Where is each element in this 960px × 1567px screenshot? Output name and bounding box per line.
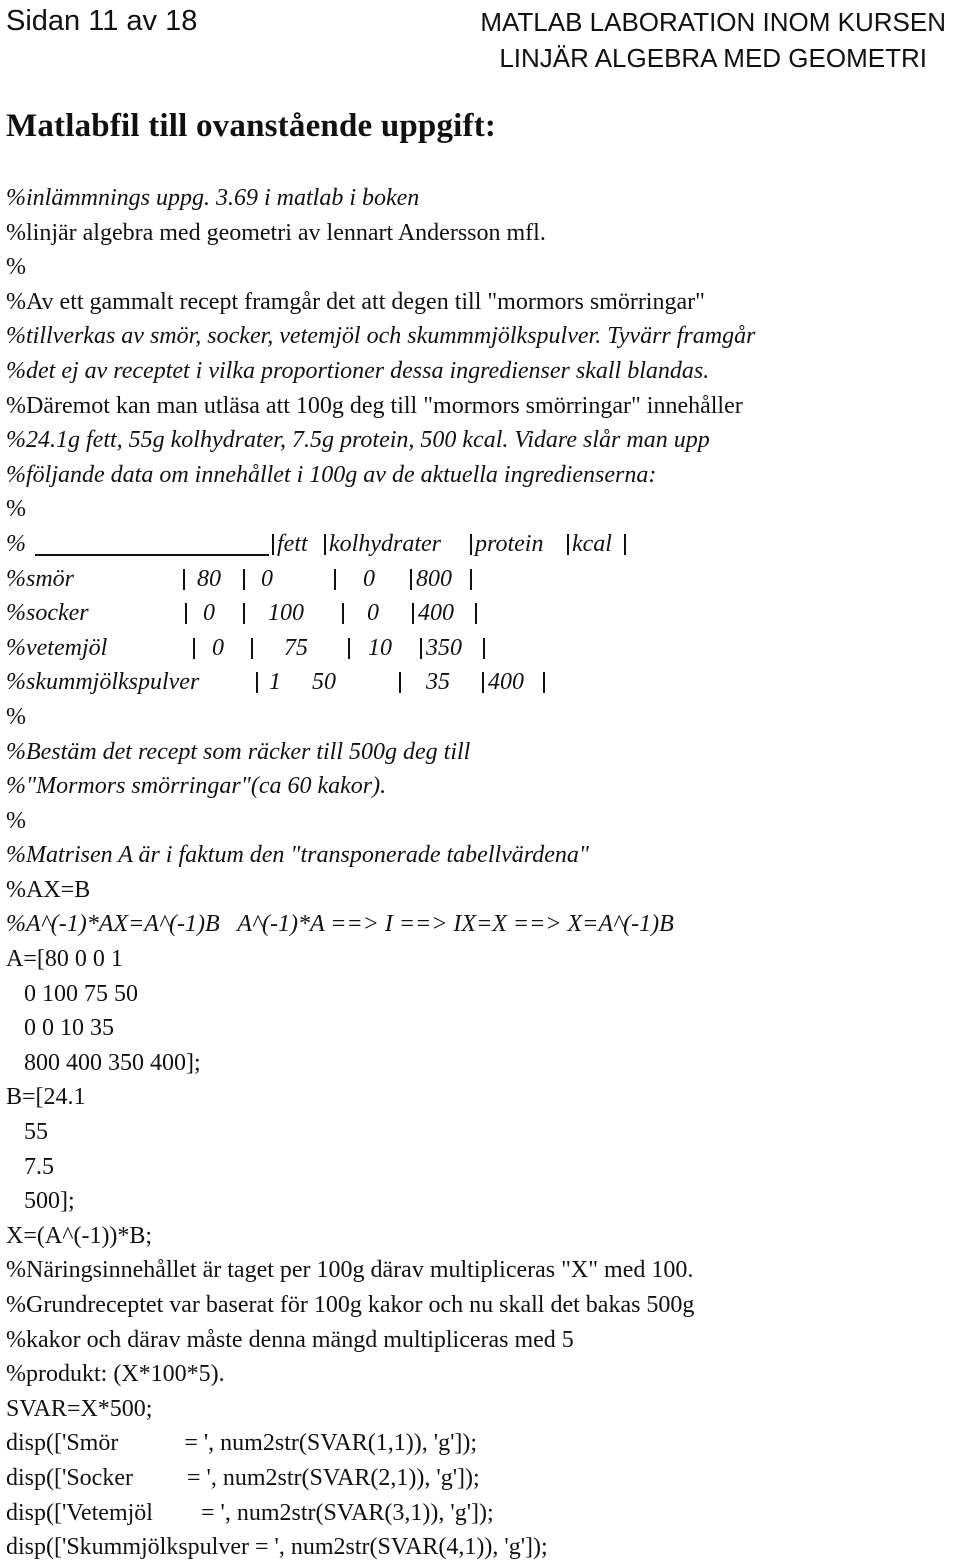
course-title [480,4,946,76]
table-separator [399,672,401,693]
matlab-code-block [6,181,956,1565]
course-title-line-2: LINJÄR ALGEBRA MED GEOMETRI [499,43,927,73]
table-separator [483,638,485,659]
table-row-name: %vetemjöl [6,634,108,661]
comment-line: %det ej av receptet i vilka proportioner dessa ingredienser skall blandas. [6,357,710,384]
table-separator [334,569,336,590]
comment-line: %24.1g fett, 55g kolhydrater, 7.5g protein, 500 kcal. Vidare slår man upp [6,427,710,454]
table-cell: 100 [268,600,304,627]
code-line: 7.5 [6,1153,54,1180]
comment-line: % [6,807,26,834]
ingredient-table-row [6,665,956,700]
code-line: 0 0 10 35 [6,1015,114,1042]
ingredient-table-row [6,562,956,597]
table-separator [243,603,245,624]
comment-line: % [6,254,26,281]
code-line: 0 100 75 50 [6,980,138,1007]
table-separator [470,534,472,555]
table-separator [420,638,422,659]
table-header-cell: kolhydrater [329,530,441,557]
table-separator [183,569,185,590]
comment-line: %Näringsinnehållet är taget per 100g därav multipliceras "X" med 100. [6,1257,694,1284]
table-separator [193,638,195,659]
table-cell: 0 [212,634,224,661]
comment-line: %"Mormors smörringar"(ca 60 kakor). [6,773,387,800]
table-row-name: %socker [6,600,89,627]
code-line: 800 400 350 400]; [6,1049,201,1076]
code-line: disp(['Vetemjöl = ', num2str(SVAR(3,1)), 'g']); [6,1499,494,1526]
table-separator [256,672,258,693]
comment-line: %Bestäm det recept som räcker till 500g deg till [6,738,471,765]
comment-line: %kakor och därav måste denna mängd multipliceras med 5 [6,1326,574,1353]
code-line: B=[24.1 [6,1084,86,1111]
comment-line: %linjär algebra med geometri av lennart Andersson mfl. [6,219,546,246]
table-cell: 35 [426,669,450,696]
ingredient-table-row [6,596,956,631]
code-line: disp(['Smör = ', num2str(SVAR(1,1)), 'g']); [6,1430,478,1457]
comment-line: %A^(-1)*AX=A^(-1)B A^(-1)*A ==> I ==> IX=X ==> X=A^(-1)B [6,911,674,938]
table-cell: 400 [418,600,454,627]
comment-line: %AX=B [6,876,91,903]
code-line: 55 [6,1119,48,1146]
code-line: SVAR=X*500; [6,1395,153,1422]
table-separator [243,569,245,590]
table-underline [35,554,269,556]
table-prefix: % [6,530,26,557]
table-separator [470,569,472,590]
table-separator [412,603,414,624]
code-line: A=[80 0 0 1 [6,946,123,973]
code-line: 500]; [6,1188,75,1215]
course-title-line-1: MATLAB LABORATION INOM KURSEN [480,7,946,37]
table-header-cell: kcal [572,530,612,557]
table-cell: 80 [197,565,221,592]
comment-line: %Däremot kan man utläsa att 100g deg till "mormors smörringar" innehåller [6,392,743,419]
table-separator [324,534,326,555]
ingredient-table-row [6,631,956,666]
page-header [0,0,960,78]
comment-line: %Grundreceptet var baserat för 100g kakor och nu skall det bakas 500g [6,1292,695,1318]
code-line: disp(['Skummjölkspulver = ', num2str(SVAR(4,1)), 'g']); [6,1534,548,1561]
comment-line: %följande data om innehållet i 100g av de aktuella ingredienserna: [6,461,657,488]
table-separator [410,569,412,590]
table-separator [482,672,484,693]
table-separator [624,534,626,555]
table-cell: 400 [488,669,524,696]
table-separator [272,534,274,555]
table-separator [185,603,187,624]
code-line: X=(A^(-1))*B; [6,1222,153,1249]
table-cell: 50 [312,669,336,696]
table-separator [475,603,477,624]
table-row-name: %skummjölkspulver [6,669,200,696]
table-cell: 800 [416,565,452,592]
table-separator [251,638,253,659]
table-cell: 0 [203,600,215,627]
table-cell: 75 [284,634,308,661]
table-header-cell: fett [277,530,308,557]
comment-line: %tillverkas av smör, socker, vetemjöl och skummmjölkspulver. Tyvärr framgår [6,323,756,350]
table-row-name: %smör [6,565,75,592]
comment-line: %inlämmnings uppg. 3.69 i matlab i boken [6,185,420,211]
table-separator [342,603,344,624]
ingredient-table-header [6,527,956,562]
comment-line: %Matrisen A är i faktum den "transponerade tabellvärdena" [6,842,589,869]
table-cell: 10 [368,634,392,661]
comment-line: %produkt: (X*100*5). [6,1361,225,1388]
table-separator [567,534,569,555]
table-separator [348,638,350,659]
comment-line: % [6,496,26,523]
table-cell: 0 [363,565,375,592]
section-title: Matlabfil till ovanstående uppgift: [6,108,497,144]
table-header-cell: protein [475,530,544,557]
table-cell: 0 [367,600,379,627]
comment-line: % [6,703,26,730]
table-separator [543,672,545,693]
table-cell: 0 [261,565,273,592]
code-line: disp(['Socker = ', num2str(SVAR(2,1)), 'g']); [6,1464,480,1491]
table-cell: 350 [426,634,462,661]
comment-line: %Av ett gammalt recept framgår det att degen till "mormors smörringar" [6,288,705,315]
table-cell: 1 [269,669,281,696]
page-number: Sidan 11 av 18 [6,5,198,37]
